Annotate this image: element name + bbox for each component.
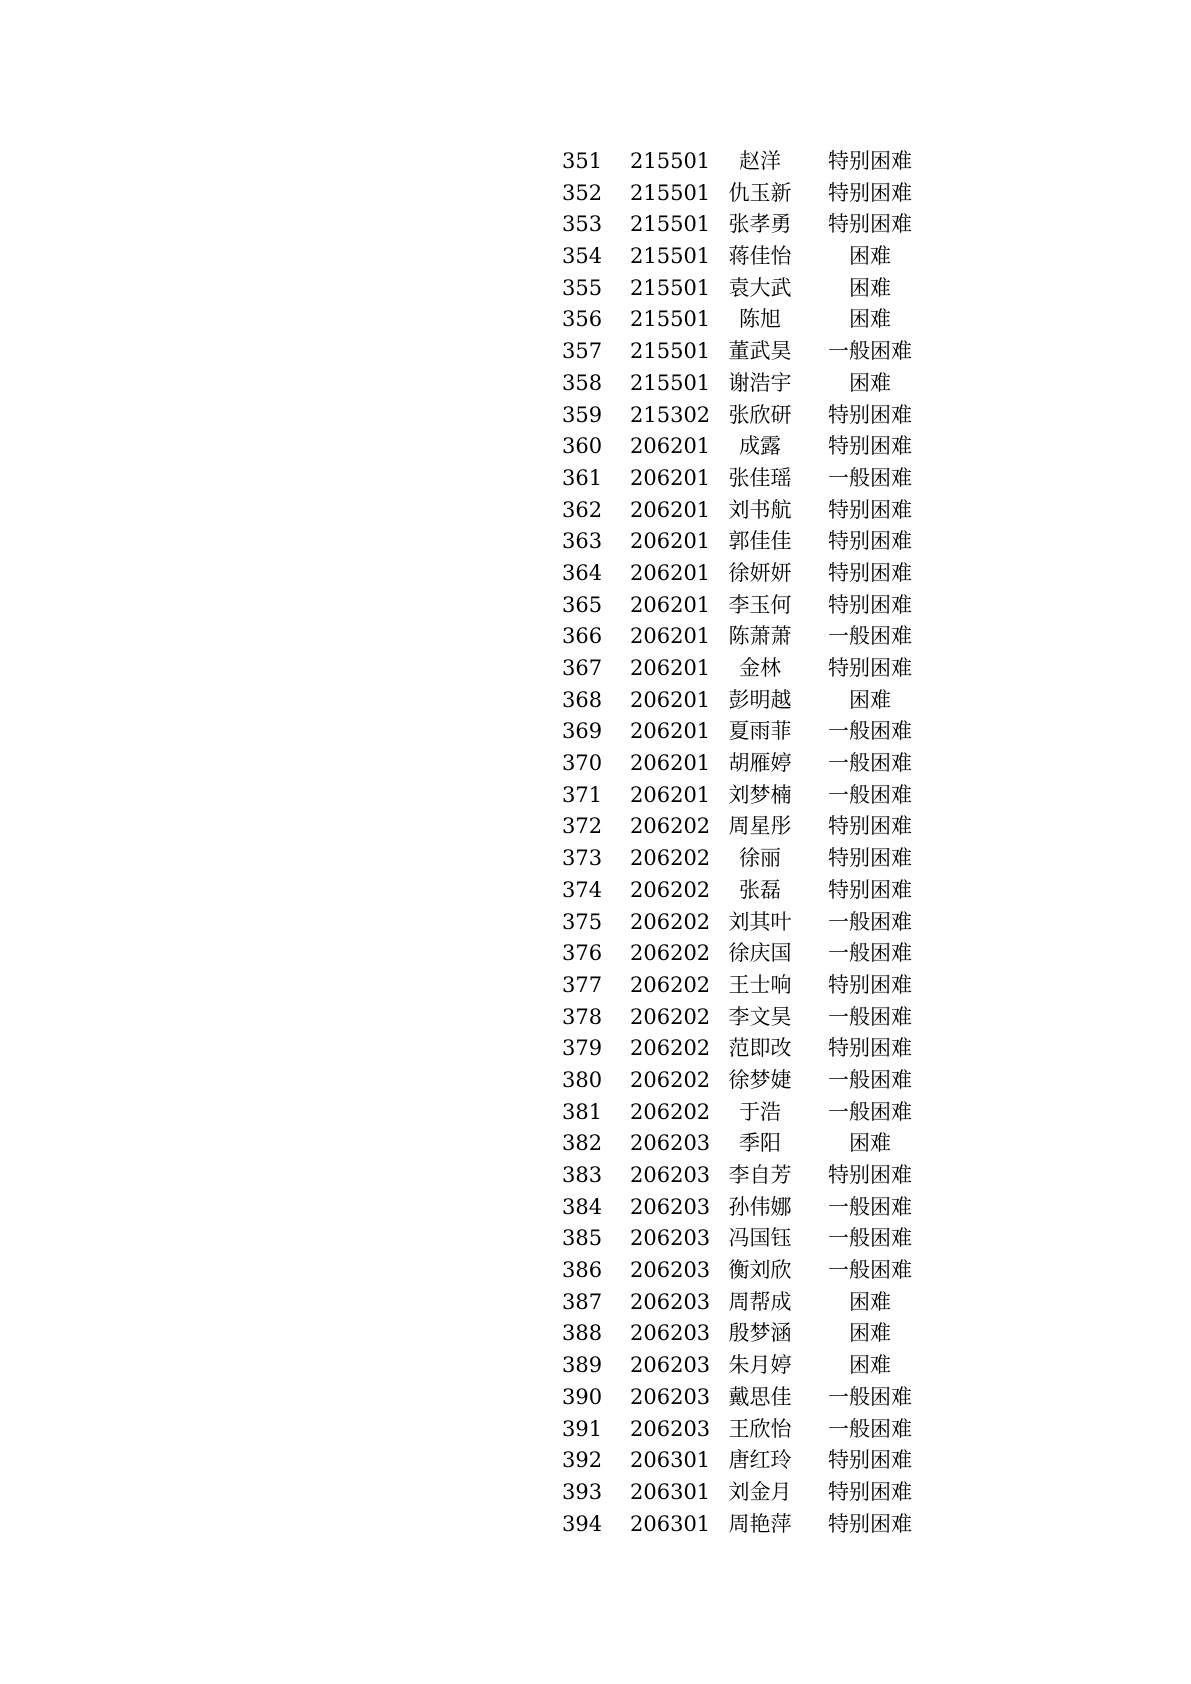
student-name: 李自芳 xyxy=(728,1163,792,1187)
class-code: 215302 xyxy=(630,402,711,427)
table-row xyxy=(560,431,980,463)
class-code: 206201 xyxy=(630,434,711,459)
class-code: 206202 xyxy=(630,1036,711,1061)
student-name: 周艳萍 xyxy=(728,1511,792,1536)
student-name: 季阳 xyxy=(739,1131,781,1156)
hardship-level: 困难 xyxy=(849,370,891,395)
class-code: 206202 xyxy=(630,1099,711,1124)
table-row xyxy=(560,1192,980,1224)
table-row xyxy=(560,621,980,653)
student-name: 张孝勇 xyxy=(728,212,792,237)
table-row xyxy=(560,1318,980,1350)
table-row xyxy=(560,780,980,812)
class-code: 206202 xyxy=(630,972,711,997)
class-code: 206201 xyxy=(630,624,711,649)
class-code: 215501 xyxy=(630,149,711,173)
student-name: 刘书航 xyxy=(728,497,792,522)
row-number: 357 xyxy=(562,339,603,364)
table-row xyxy=(560,273,980,305)
student-name: 李文昊 xyxy=(728,1004,792,1029)
student-name: 仇玉新 xyxy=(728,180,792,205)
class-code: 206201 xyxy=(630,687,711,712)
hardship-level: 特别困难 xyxy=(828,972,912,997)
hardship-level: 一般困难 xyxy=(828,1258,912,1283)
row-number: 389 xyxy=(562,1353,603,1378)
class-code: 206201 xyxy=(630,529,711,554)
row-number: 376 xyxy=(562,941,603,966)
hardship-level: 特别困难 xyxy=(828,1036,912,1061)
hardship-level: 一般困难 xyxy=(828,1099,912,1124)
class-code: 206201 xyxy=(630,656,711,680)
student-name: 蒋佳怡 xyxy=(728,244,792,269)
table-row xyxy=(560,336,980,368)
table-row xyxy=(560,146,980,178)
student-name: 刘其叶 xyxy=(728,909,792,934)
table-row xyxy=(560,209,980,241)
student-name: 刘梦楠 xyxy=(728,782,792,807)
class-code: 206203 xyxy=(630,1321,711,1346)
student-name: 孙伟娜 xyxy=(728,1194,792,1219)
table-row xyxy=(560,1382,980,1414)
student-name: 徐庆国 xyxy=(728,941,792,966)
table-row xyxy=(560,463,980,495)
table-row xyxy=(560,653,980,685)
row-number: 368 xyxy=(562,687,603,712)
class-code: 206203 xyxy=(630,1353,711,1378)
hardship-level: 一般困难 xyxy=(828,1067,912,1092)
table-row xyxy=(560,304,980,336)
row-number: 360 xyxy=(562,434,603,459)
row-number: 352 xyxy=(562,180,603,205)
row-number: 382 xyxy=(562,1131,603,1156)
student-name: 唐红玲 xyxy=(728,1448,792,1473)
row-number: 390 xyxy=(562,1384,603,1409)
row-number: 384 xyxy=(562,1194,603,1219)
class-code: 206203 xyxy=(630,1258,711,1283)
hardship-level: 困难 xyxy=(849,1353,891,1378)
row-number: 378 xyxy=(562,1004,603,1029)
table-row xyxy=(560,558,980,590)
table-row xyxy=(560,178,980,210)
class-code: 206202 xyxy=(630,909,711,934)
hardship-level: 一般困难 xyxy=(828,1004,912,1029)
student-name: 张磊 xyxy=(739,877,781,902)
table-row xyxy=(560,400,980,432)
table-row xyxy=(560,526,980,558)
row-number: 373 xyxy=(562,846,603,871)
class-code: 206201 xyxy=(630,592,711,617)
row-number: 385 xyxy=(562,1226,603,1251)
table-row xyxy=(560,1128,980,1160)
student-name: 徐丽 xyxy=(739,846,781,871)
student-name: 张佳瑶 xyxy=(728,465,792,490)
table-row xyxy=(560,875,980,907)
student-name: 赵洋 xyxy=(739,149,781,173)
hardship-level: 特别困难 xyxy=(828,149,912,173)
table-row xyxy=(560,241,980,273)
class-code: 206202 xyxy=(630,1004,711,1029)
table-row xyxy=(560,1445,980,1477)
hardship-level: 困难 xyxy=(849,244,891,269)
class-code: 215501 xyxy=(630,307,711,332)
hardship-level: 特别困难 xyxy=(828,1479,912,1504)
hardship-level: 特别困难 xyxy=(828,656,912,680)
hardship-level: 特别困难 xyxy=(828,180,912,205)
row-number: 380 xyxy=(562,1067,603,1092)
table-row xyxy=(560,1065,980,1097)
class-code: 206203 xyxy=(630,1131,711,1156)
hardship-level: 困难 xyxy=(849,1131,891,1156)
table-row xyxy=(560,748,980,780)
row-number: 386 xyxy=(562,1258,603,1283)
class-code: 206203 xyxy=(630,1163,711,1187)
hardship-level: 特别困难 xyxy=(828,592,912,617)
class-code: 206202 xyxy=(630,846,711,871)
table-row xyxy=(560,1414,980,1446)
class-code: 206202 xyxy=(630,1067,711,1092)
class-code: 215501 xyxy=(630,244,711,269)
hardship-level: 一般困难 xyxy=(828,1226,912,1251)
hardship-level: 特别困难 xyxy=(828,560,912,585)
table-row xyxy=(560,970,980,1002)
row-number: 362 xyxy=(562,497,603,522)
row-number: 351 xyxy=(562,149,603,173)
row-number: 369 xyxy=(562,719,603,744)
row-number: 370 xyxy=(562,751,603,776)
table-row xyxy=(560,590,980,622)
table-row xyxy=(560,1097,980,1129)
hardship-level: 一般困难 xyxy=(828,1416,912,1441)
row-number: 387 xyxy=(562,1289,603,1314)
class-code: 215501 xyxy=(630,212,711,237)
hardship-level: 一般困难 xyxy=(828,782,912,807)
table-row xyxy=(560,368,980,400)
row-number: 356 xyxy=(562,307,603,332)
hardship-level: 特别困难 xyxy=(828,497,912,522)
hardship-level: 一般困难 xyxy=(828,465,912,490)
table-row xyxy=(560,1223,980,1255)
student-name: 刘金月 xyxy=(728,1479,792,1504)
class-code: 215501 xyxy=(630,370,711,395)
row-number: 388 xyxy=(562,1321,603,1346)
row-number: 361 xyxy=(562,465,603,490)
row-number: 367 xyxy=(562,656,603,680)
row-number: 374 xyxy=(562,877,603,902)
row-number: 383 xyxy=(562,1163,603,1187)
row-number: 363 xyxy=(562,529,603,554)
student-name: 董武昊 xyxy=(728,339,792,364)
table-row xyxy=(560,1477,980,1509)
table-row xyxy=(560,907,980,939)
student-name: 夏雨菲 xyxy=(728,719,792,744)
class-code: 206201 xyxy=(630,465,711,490)
student-name: 彭明越 xyxy=(728,687,792,712)
class-code: 206201 xyxy=(630,560,711,585)
hardship-level: 一般困难 xyxy=(828,624,912,649)
hardship-level: 特别困难 xyxy=(828,212,912,237)
table-row xyxy=(560,716,980,748)
table-row xyxy=(560,495,980,527)
student-name: 徐妍妍 xyxy=(728,560,792,585)
class-code: 206203 xyxy=(630,1226,711,1251)
table-row xyxy=(560,1255,980,1287)
hardship-level: 一般困难 xyxy=(828,941,912,966)
student-name: 张欣研 xyxy=(728,402,792,427)
class-code: 215501 xyxy=(630,275,711,300)
table-row xyxy=(560,1160,980,1192)
row-number: 366 xyxy=(562,624,603,649)
hardship-level: 困难 xyxy=(849,275,891,300)
row-number: 375 xyxy=(562,909,603,934)
hardship-level: 特别困难 xyxy=(828,1163,912,1187)
hardship-level: 一般困难 xyxy=(828,1384,912,1409)
hardship-level: 困难 xyxy=(849,307,891,332)
class-code: 206203 xyxy=(630,1194,711,1219)
row-number: 391 xyxy=(562,1416,603,1441)
student-name: 周帮成 xyxy=(728,1289,792,1314)
row-number: 392 xyxy=(562,1448,603,1473)
row-number: 365 xyxy=(562,592,603,617)
student-name: 袁大武 xyxy=(728,275,792,300)
hardship-level: 特别困难 xyxy=(828,529,912,554)
hardship-level: 一般困难 xyxy=(828,909,912,934)
class-code: 206203 xyxy=(630,1289,711,1314)
hardship-level: 特别困难 xyxy=(828,846,912,871)
table-row xyxy=(560,1350,980,1382)
class-code: 206201 xyxy=(630,497,711,522)
class-code: 206202 xyxy=(630,941,711,966)
row-number: 394 xyxy=(562,1511,603,1536)
row-number: 379 xyxy=(562,1036,603,1061)
table-row xyxy=(560,1002,980,1034)
student-name: 陈萧萧 xyxy=(728,624,792,649)
class-code: 206201 xyxy=(630,751,711,776)
hardship-level: 特别困难 xyxy=(828,434,912,459)
row-number: 371 xyxy=(562,782,603,807)
student-name: 郭佳佳 xyxy=(728,529,792,554)
row-number: 353 xyxy=(562,212,603,237)
hardship-level: 特别困难 xyxy=(828,877,912,902)
class-code: 206301 xyxy=(630,1479,711,1504)
row-number: 355 xyxy=(562,275,603,300)
class-code: 206203 xyxy=(630,1384,711,1409)
student-name: 于浩 xyxy=(739,1099,781,1124)
hardship-level: 困难 xyxy=(849,1289,891,1314)
class-code: 206301 xyxy=(630,1511,711,1536)
row-number: 393 xyxy=(562,1479,603,1504)
class-code: 215501 xyxy=(630,339,711,364)
class-code: 206201 xyxy=(630,782,711,807)
table-row xyxy=(560,1033,980,1065)
hardship-level: 特别困难 xyxy=(828,1448,912,1473)
student-name: 胡雁婷 xyxy=(728,751,792,776)
row-number: 364 xyxy=(562,560,603,585)
student-name: 冯国钰 xyxy=(728,1226,792,1251)
hardship-level: 特别困难 xyxy=(828,814,912,839)
table-row xyxy=(560,843,980,875)
class-code: 206203 xyxy=(630,1416,711,1441)
student-name: 徐梦婕 xyxy=(728,1067,792,1092)
class-code: 206202 xyxy=(630,814,711,839)
row-number: 358 xyxy=(562,370,603,395)
row-number: 354 xyxy=(562,244,603,269)
row-number: 377 xyxy=(562,972,603,997)
row-number: 359 xyxy=(562,402,603,427)
table-row xyxy=(560,938,980,970)
table-row xyxy=(560,685,980,717)
student-name: 周星彤 xyxy=(728,814,792,839)
row-number: 381 xyxy=(562,1099,603,1124)
student-name: 朱月婷 xyxy=(728,1353,792,1378)
hardship-level: 特别困难 xyxy=(828,402,912,427)
class-code: 206202 xyxy=(630,877,711,902)
hardship-level: 特别困难 xyxy=(828,1511,912,1536)
student-name: 陈旭 xyxy=(739,307,781,332)
student-name: 戴思佳 xyxy=(728,1384,792,1409)
student-name: 王士响 xyxy=(728,972,792,997)
student-name: 殷梦涵 xyxy=(728,1321,792,1346)
hardship-level: 一般困难 xyxy=(828,1194,912,1219)
table-row xyxy=(560,811,980,843)
row-number: 372 xyxy=(562,814,603,839)
student-name: 成露 xyxy=(739,434,781,459)
hardship-level: 一般困难 xyxy=(828,751,912,776)
class-code: 215501 xyxy=(630,180,711,205)
hardship-level: 一般困难 xyxy=(828,719,912,744)
table-row xyxy=(560,1509,980,1541)
student-name: 范即改 xyxy=(728,1036,792,1061)
hardship-level: 一般困难 xyxy=(828,339,912,364)
hardship-level: 困难 xyxy=(849,687,891,712)
hardship-level: 困难 xyxy=(849,1321,891,1346)
class-code: 206201 xyxy=(630,719,711,744)
student-name: 王欣怡 xyxy=(728,1416,792,1441)
student-name: 李玉何 xyxy=(728,592,792,617)
class-code: 206301 xyxy=(630,1448,711,1473)
student-roster-table xyxy=(560,146,980,1540)
student-name: 衡刘欣 xyxy=(728,1258,792,1283)
student-name: 谢浩宇 xyxy=(728,370,792,395)
student-name: 金林 xyxy=(739,656,781,680)
table-row xyxy=(560,1287,980,1319)
